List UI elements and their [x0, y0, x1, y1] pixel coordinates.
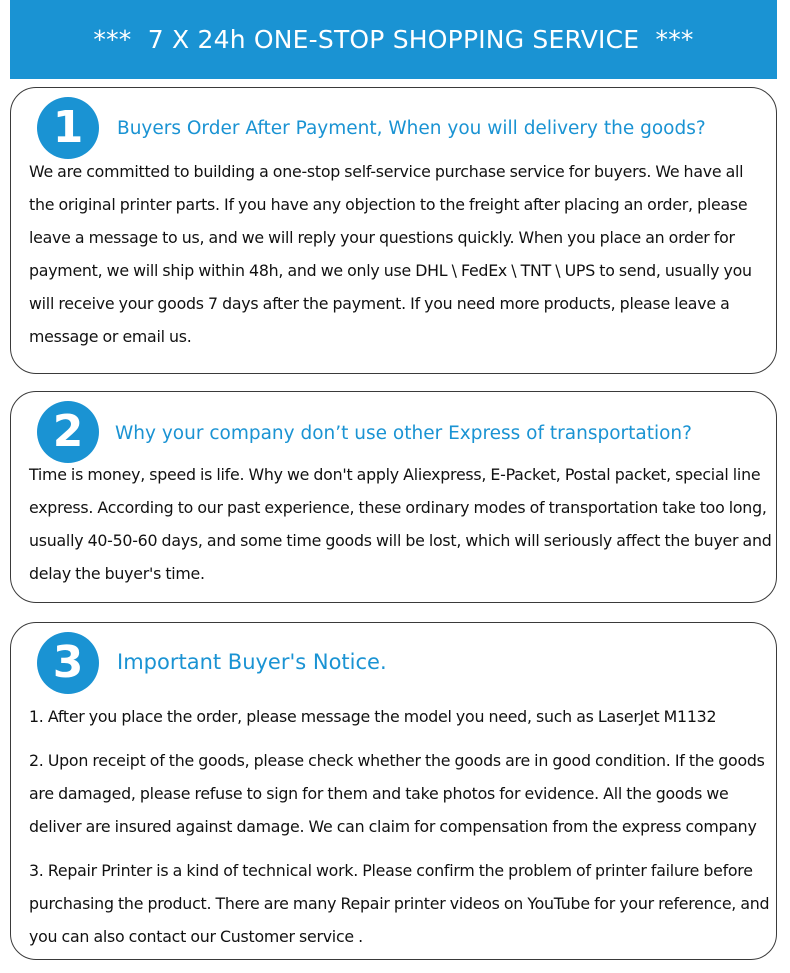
notice-item-1: 1. After you place the order, please message the model you need, such as LaserJet M1132: [29, 707, 717, 726]
section-2-paragraph: Time is money, speed is life. Why we don't apply Aliexpress, E-Packet, Postal packet, special line express. According to our past experience, these ordinary modes of transportation take too long, usually 40-50-60 days, and some time goods will be lost, which will seriously affect the buyer and delay the buyer's time.: [29, 465, 772, 583]
banner-title: *** 7 X 24h ONE-STOP SHOPPING SERVICE ***: [93, 25, 694, 54]
section-heading-1: Buyers Order After Payment, When you will delivery the goods?: [117, 118, 706, 139]
section-body-1: [29, 155, 771, 353]
step-number-3: 3: [52, 637, 84, 688]
step-number-3-icon: [37, 632, 99, 694]
service-banner: [10, 0, 777, 79]
step-number-1: 1: [52, 102, 84, 153]
notice-item-3: 3. Repair Printer is a kind of technical work. Please confirm the problem of printer failure before purchasing the product. There are many Repair printer videos on YouTube for your reference, and you can also contact our Customer service .: [29, 861, 770, 946]
step-number-2: 2: [52, 406, 84, 457]
section-1-paragraph: We are committed to building a one-stop self-service purchase service for buyers. We have all the original printer parts. If you have any objection to the freight after placing an order, please leave a message to us, and we will reply your questions quickly. When you place an order for payment, we will ship within 48h, and we only use DHL \ FedEx \ TNT \ UPS to send, usually you will receive your goods 7 days after the payment. If you need more products, please leave a message or email us.: [29, 162, 752, 346]
section-body-2: [29, 458, 777, 590]
notice-item-2: 2. Upon receipt of the goods, please check whether the goods are in good condition. If the goods are damaged, please refuse to sign for them and take photos for evidence. All the goods we deliver are insured against damage. We can claim for compensation from the express company: [29, 751, 765, 836]
section-body-3: [29, 700, 773, 953]
step-number-1-icon: [37, 97, 99, 159]
section-heading-2: Why your company don’t use other Express of transportation?: [115, 423, 692, 444]
step-number-2-icon: [37, 401, 99, 463]
section-heading-3: Important Buyer's Notice.: [117, 650, 387, 674]
